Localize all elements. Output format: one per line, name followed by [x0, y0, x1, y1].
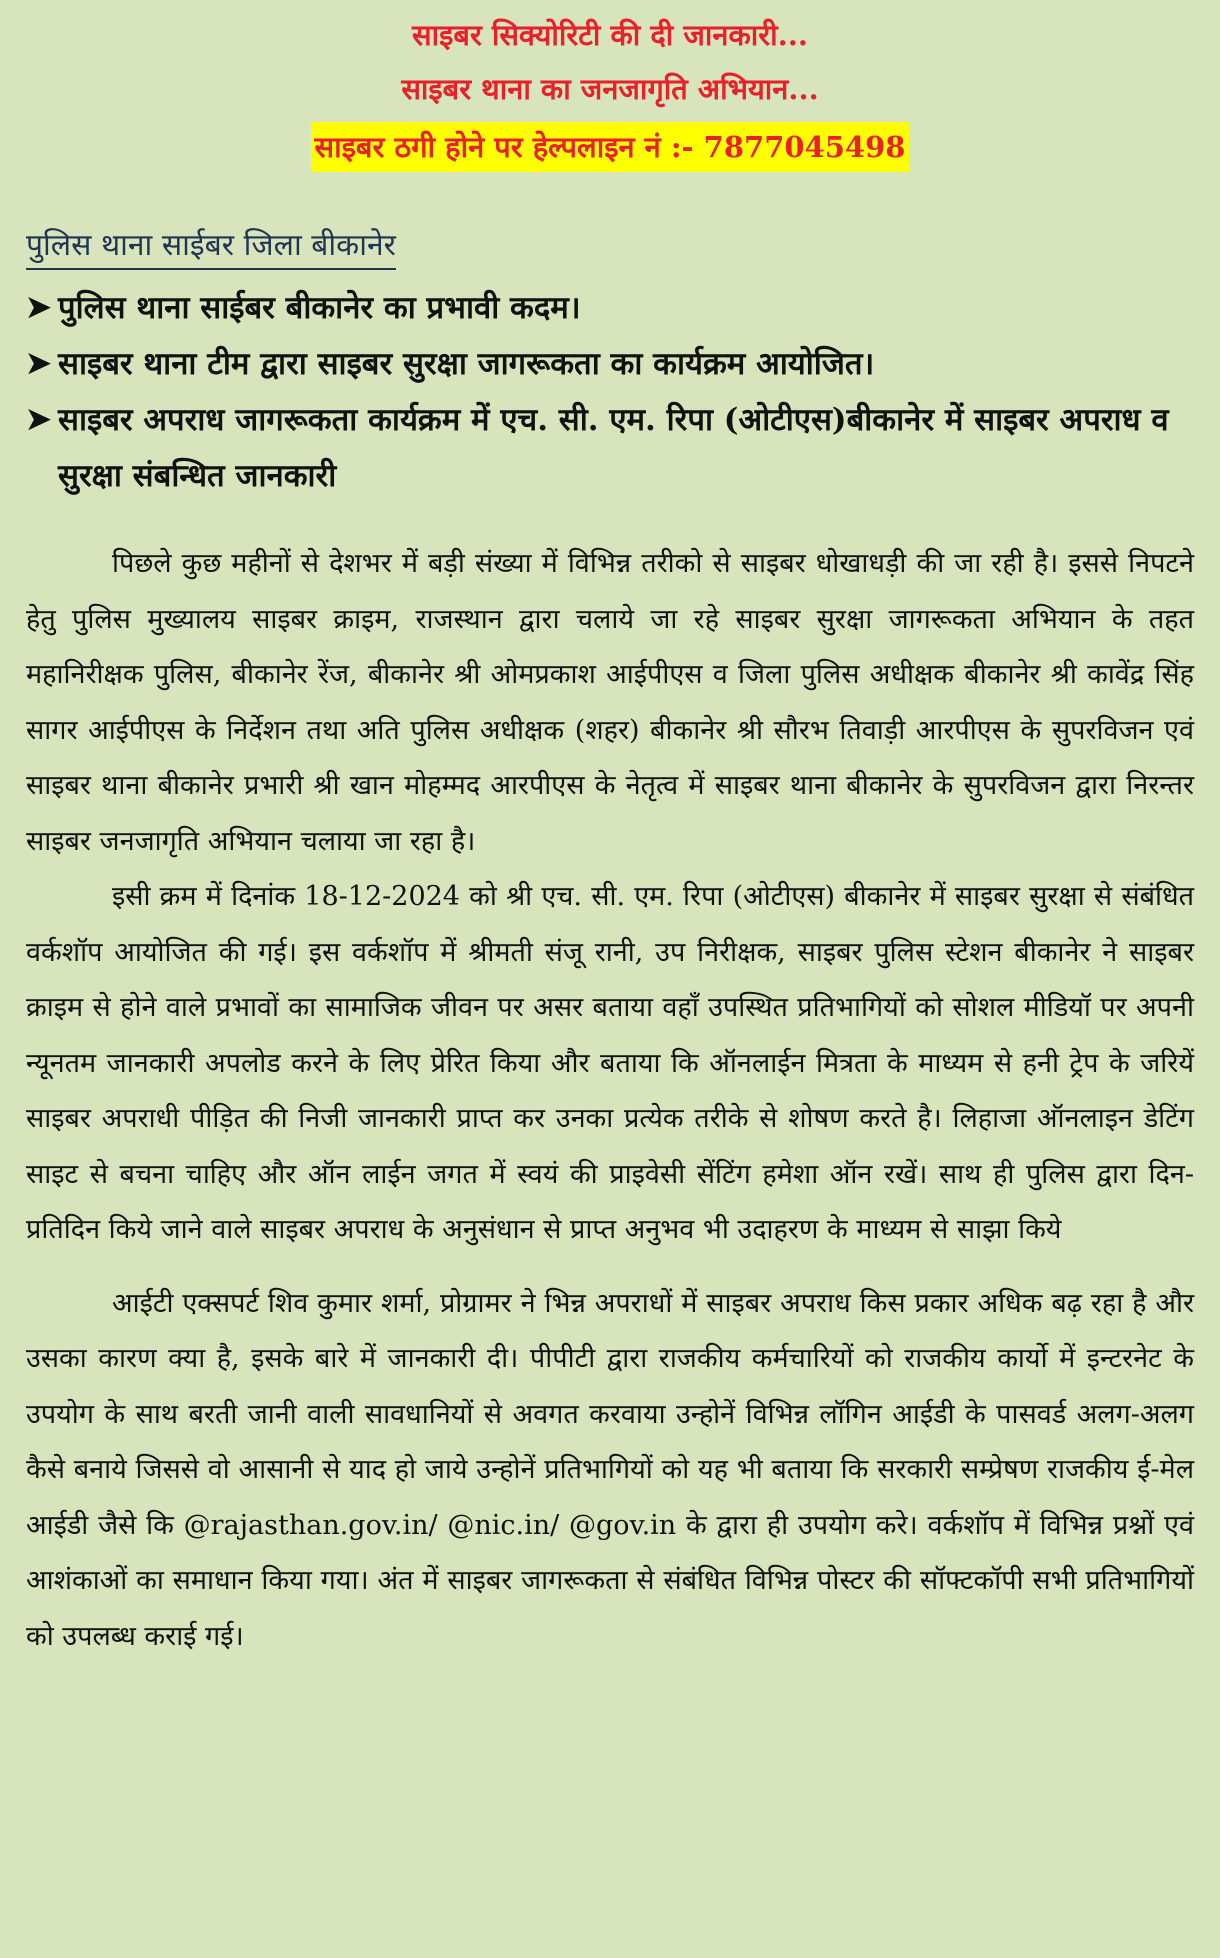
header [26, 14, 1194, 172]
arrowhead-bullet-icon: ➤ [26, 346, 52, 381]
arrowhead-bullet-icon: ➤ [26, 402, 52, 437]
header-line-2: साइबर थाना का जनजागृति अभियान... [401, 72, 819, 106]
bullet-text: पुलिस थाना साईबर बीकानेर का प्रभावी कदम। [58, 290, 581, 326]
bullet-text: साइबर अपराध जागरूकता कार्यक्रम में एच. सी. एम. रिपा (ओटीएस)बीकानेर में साइबर अपराध व सुरक्षा संबन्धित जानकारी [58, 402, 1169, 494]
paragraph: पिछले कुछ महीनों से देशभर में बड़ी संख्या में विभिन्न तरीको से साइबर धोखाधड़ी की जा रही है। इससे निपटने हेतु पुलिस मुख्यालय साइबर क्राइम, राजस्थान द्वारा चलाये जा रहे साइबर सुरक्षा जागरूकता अभियान के तहत महानिरीक्षक पुलिस, बीकानेर रेंज, बीकानेर श्री ओमप्रकाश आईपीएस व जिला पुलिस अधीक्षक बीकानेर श्री कावेंद्र सिंह सागर आईपीएस के निर्देशन तथा अति पुलिस अधीक्षक (शहर) बीकानेर श्री सौरभ तिवाड़ी आरपीएस के सुपरविजन एवं साइबर थाना बीकानेर प्रभारी श्री खान मोहम्मद आरपीएस के नेतृत्व में साइबर थाना बीकानेर के सुपरविजन द्वारा निरन्तर साइबर जनजागृति अभियान चलाया जा रहा है। [26, 548, 1194, 857]
article-body [26, 536, 1194, 1664]
bullet-item [26, 336, 1194, 392]
bullet-text: साइबर थाना टीम द्वारा साइबर सुरक्षा जागरूकता का कार्यक्रम आयोजित। [58, 346, 875, 382]
bullet-list [26, 280, 1194, 504]
bullet-item [26, 392, 1194, 504]
paragraph: आईटी एक्सपर्ट शिव कुमार शर्मा, प्रोग्रामर ने भिन्न अपराधों में साइबर अपराध किस प्रकार अधिक बढ़ रहा है और उसका कारण क्या है, इसके बारे में जानकारी दी। पीपीटी द्वारा राजकीय कर्मचारियों को राजकीय कार्यो में इन्टरनेट के उपयोग के साथ बरती जानी वाली सावधानियों से अवगत करवाया उन्होनें विभिन्न लॉगिन आईडी के पासवर्ड अलग-अलग कैसे बनाये जिससे वो आसानी से याद हो जाये उन्होनें प्रतिभागियों को यह भी बताया कि सरकारी सम्प्रेषण राजकीय ई-मेल आईडी जैसे कि @rajasthan.gov.in/ @nic.in/ @gov.in के द्वारा ही उपयोग करे। वर्कशॉप में विभिन्न प्रश्नों एवं आशंकाओं का समाधान किया गया। अंत में साइबर जागरूकता से संबंधित विभिन्न पोस्टर की सॉफ्टकॉपी सभी प्रतिभागियों को उपलब्ध कराई गई। [26, 1287, 1194, 1652]
section-title: पुलिस थाना साईबर जिला बीकानेर [26, 226, 396, 270]
bullet-item [26, 280, 1194, 336]
helpline-banner: साइबर ठगी होने पर हेल्पलाइन नं :- 7877045498 [311, 122, 910, 172]
paragraph: इसी क्रम में दिनांक 18-12-2024 को श्री एच. सी. एम. रिपा (ओटीएस) बीकानेर में साइबर सुरक्षा से संबंधित वर्कशॉप आयोजित की गई। इस वर्कशॉप में श्रीमती संजू रानी, उप निरीक्षक, साइबर पुलिस स्टेशन बीकानेर ने साइबर क्राइम से होने वाले प्रभावों का सामाजिक जीवन पर असर बताया वहाँ उपस्थित प्रतिभागियों को सोशल मीडियॉ पर अपनी न्यूनतम जानकारी अपलोड करने के लिए प्रेरित किया और बताया कि ऑनलाईन मित्रता के माध्यम से हनी ट्रेप के जरियें साइबर अपराधी पीड़ित की निजी जानकारी प्राप्त कर उनका प्रत्येक तरीके से शोषण करते है। लिहाजा ऑनलाइन डेटिंग साइट से बचना चाहिए और ऑन लाईन जगत में स्वयं की प्राइवेसी सेंटिंग हमेशा ऑन रखें। साथ ही पुलिस द्वारा दिन-प्रतिदिन किये जाने वाले साइबर अपराध के अनुसंधान से प्राप्त अनुभव भी उदाहरण के माध्यम से साझा किये [26, 881, 1194, 1245]
arrowhead-bullet-icon: ➤ [26, 290, 52, 325]
header-line-1: साइबर सिक्योरिटी की दी जानकारी... [412, 18, 808, 52]
